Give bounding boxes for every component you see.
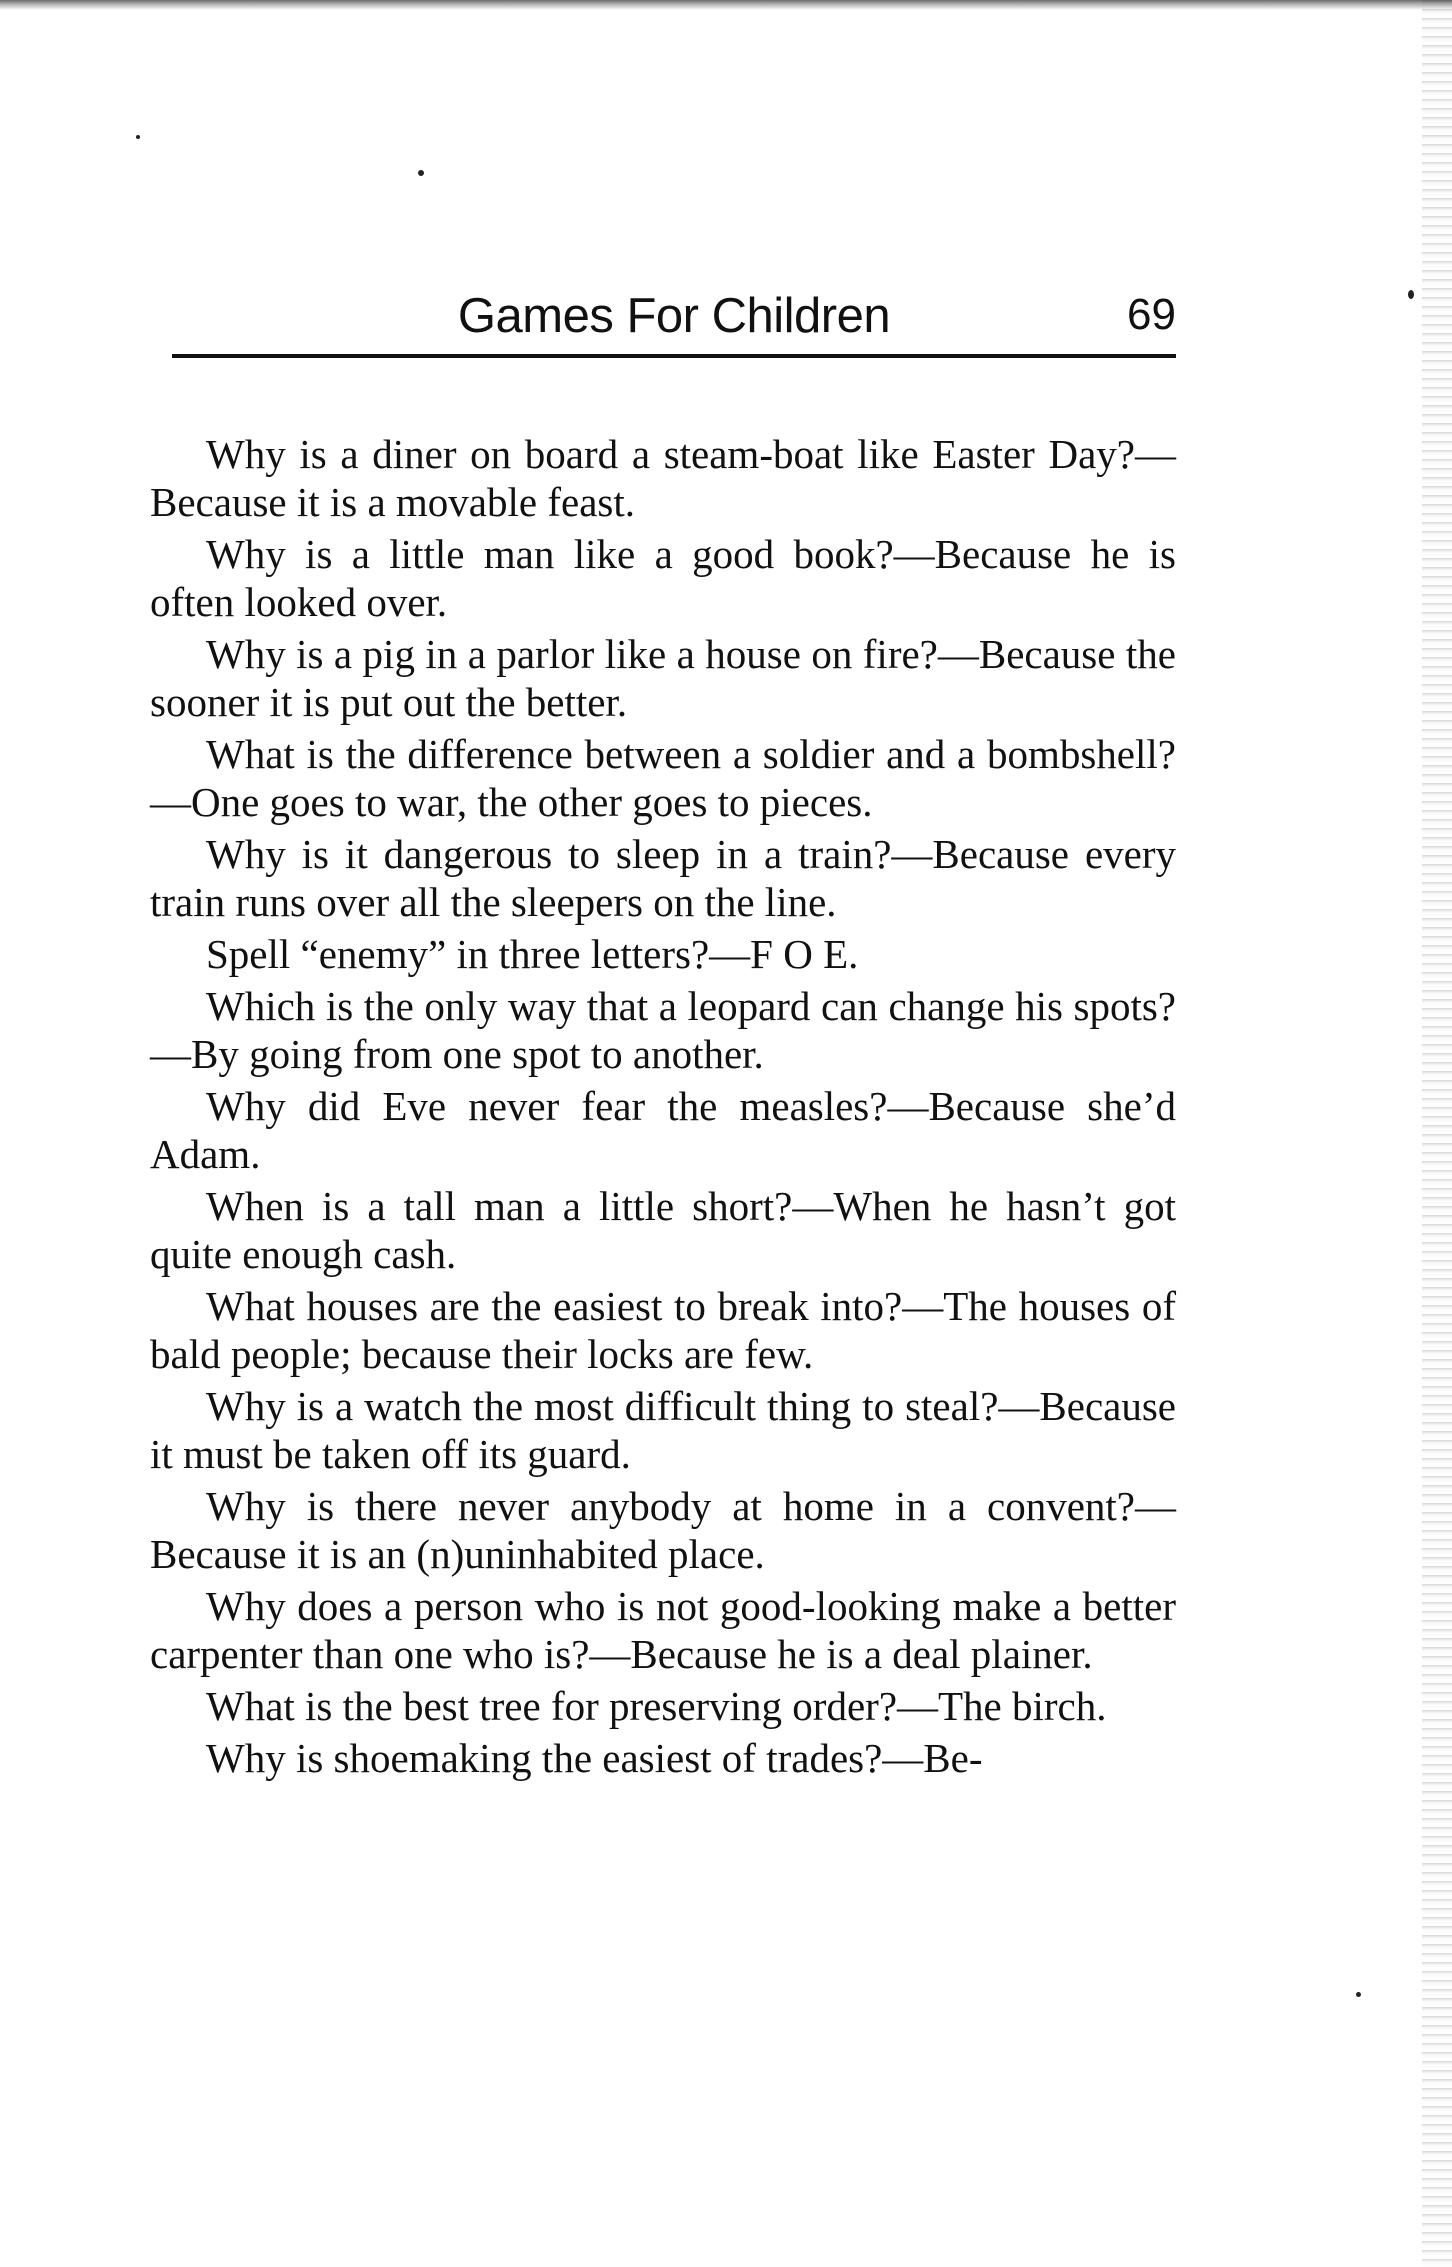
- riddle-paragraph: What is the best tree for preserving order?—The birch.: [206, 1683, 1107, 1729]
- riddle-paragraph: Spell “enemy” in three letters?—F O E.: [206, 931, 859, 977]
- riddle-paragraph: Why is it dangerous to sleep in a train?—Because every train runs over all the sleepers on the line.: [150, 831, 1176, 925]
- riddle-paragraph: Why does a person who is not good-looking make a better carpenter than one who is?—Because he is a deal plainer.: [150, 1583, 1176, 1677]
- riddle-list: [150, 430, 1176, 1786]
- riddle-paragraph: What houses are the easiest to break into?—The houses of bald people; because their locks are few.: [150, 1283, 1176, 1377]
- page-header: [172, 280, 1176, 360]
- scan-speck: [1356, 1992, 1361, 1997]
- scan-top-edge: [0, 0, 1452, 10]
- scan-speck: [136, 135, 140, 139]
- header-rule: [172, 354, 1176, 358]
- riddle-paragraph: Why is a little man like a good book?—Because he is often looked over.: [150, 531, 1176, 625]
- scan-speck: [1408, 290, 1414, 299]
- riddle-paragraph: When is a tall man a little short?—When he hasn’t got quite enough cash.: [150, 1183, 1176, 1277]
- riddle-paragraph: What is the difference between a soldier and a bombshell?—One goes to war, the other goes to pieces.: [150, 731, 1176, 825]
- scan-speck: [418, 170, 424, 176]
- running-title: Games For Children: [457, 289, 891, 343]
- riddle-paragraph: Why is shoemaking the easiest of trades?—Be-: [206, 1735, 983, 1781]
- riddle-paragraph: Which is the only way that a leopard can change his spots?—By going from one spot to another.: [150, 983, 1176, 1077]
- page-number: 69: [1127, 290, 1176, 339]
- riddle-paragraph: Why is a diner on board a steam-boat like Easter Day?—Because it is a movable feast.: [150, 431, 1176, 525]
- riddle-paragraph: Why is there never anybody at home in a convent?—Because it is an (n)uninhabited place.: [150, 1483, 1176, 1577]
- scan-right-edge: [1422, 0, 1452, 2267]
- riddle-paragraph: Why is a pig in a parlor like a house on fire?—Because the sooner it is put out the better.: [150, 631, 1176, 725]
- riddle-paragraph: Why did Eve never fear the measles?—Because she’d Adam.: [150, 1083, 1176, 1177]
- riddle-paragraph: Why is a watch the most difficult thing to steal?—Because it must be taken off its guard.: [150, 1383, 1176, 1477]
